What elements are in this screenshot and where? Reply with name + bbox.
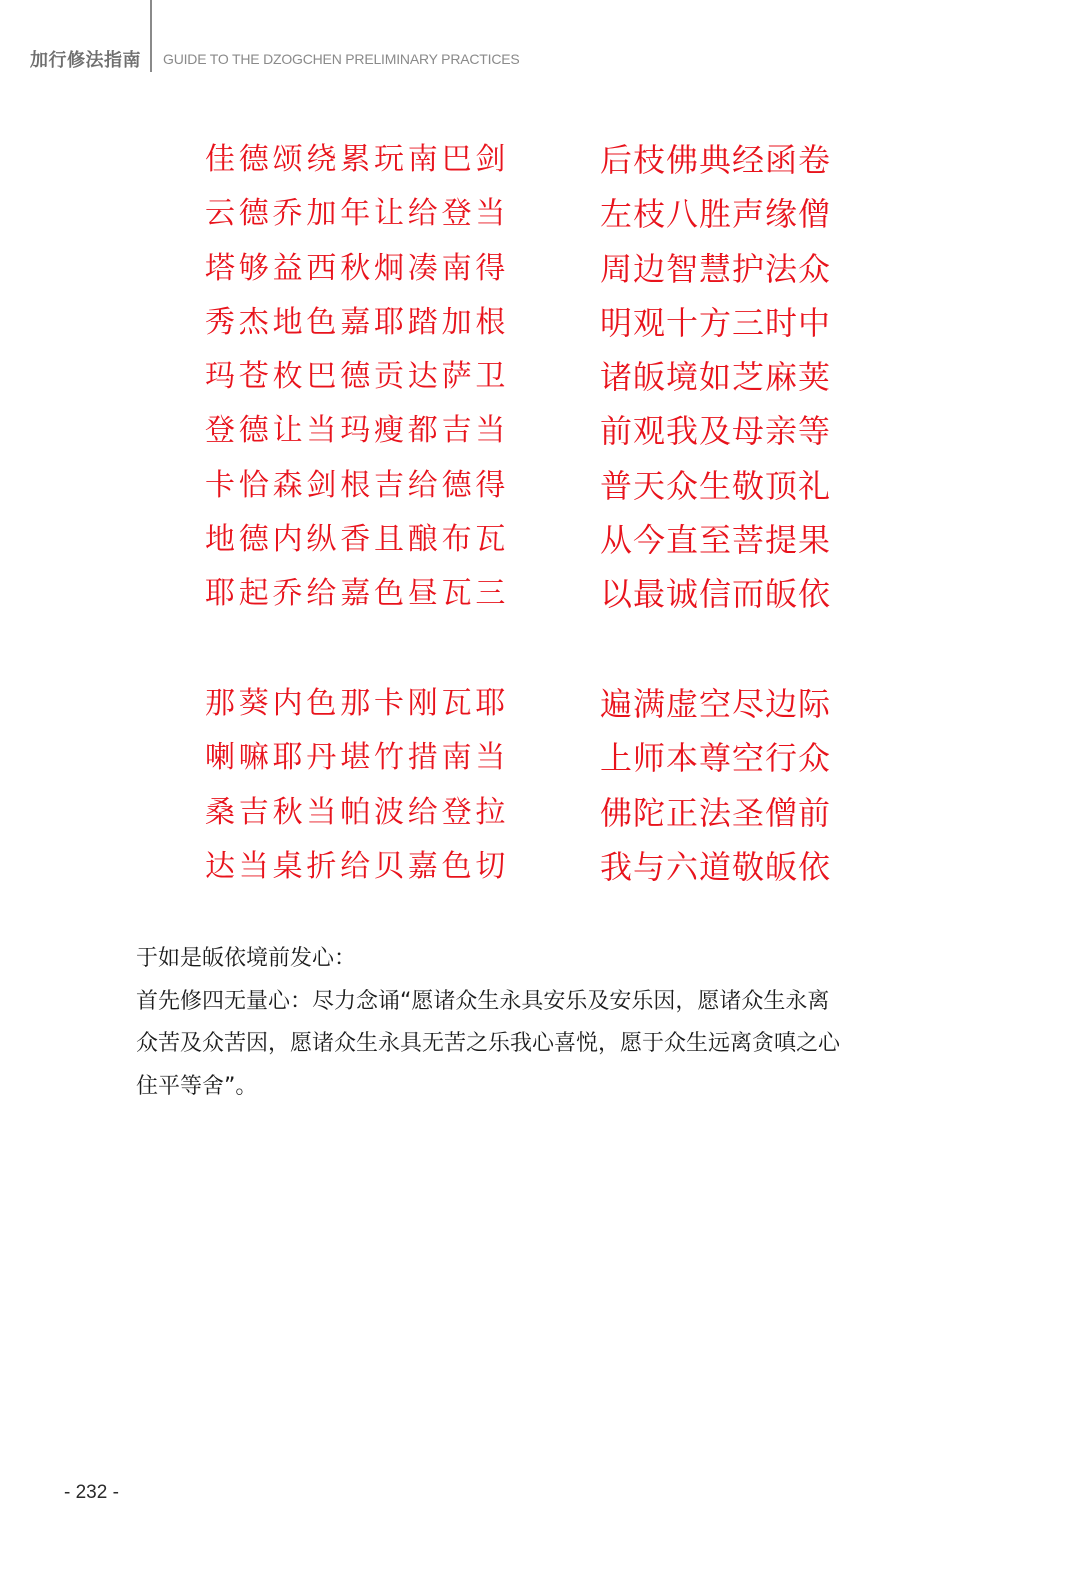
body-line: 首先修四无量心：尽力念诵“愿诸众生永具安乐及安乐因，愿诸众生永离 [136,988,830,1014]
verse-transliteration: 秀杰地色嘉耶踏加根 [205,304,510,340]
page-number: - 232 - [64,1482,119,1503]
verse-line [205,411,845,465]
running-header [0,0,1080,80]
verse-translation: 佛陀正法圣僧前 [600,793,832,832]
verse-line [205,466,845,520]
verse-translation: 周边智慧护法众 [600,249,832,288]
verse-transliteration: 佳德颂绕累玩南巴剑 [205,142,510,177]
verse-translation: 左枝八胜声缘僧 [600,195,832,234]
verse-transliteration: 桑吉秋当帕波给登拉 [205,794,510,830]
verse-transliteration: 玛苍枚巴德贡达萨卫 [205,359,510,395]
verse-translation: 诸皈境如芝麻荚 [600,358,832,397]
verse-transliteration: 达当桌折给贝嘉色切 [205,848,510,884]
verse-translation: 前观我及母亲等 [600,412,832,451]
verse-line [205,574,845,628]
verse-transliteration: 那葵内色那卡刚瓦耶 [205,686,510,721]
verse-line [205,793,845,847]
verse-translation: 我与六道敬皈依 [600,847,832,886]
header-title-english: GUIDE TO THE DZOGCHEN PRELIMINARY PRACTICES [163,51,520,67]
verse-block-2 [205,684,845,901]
verse-translation: 遍满虚空尽边际 [600,685,832,723]
verse-transliteration: 卡恰森剑根吉给德得 [205,467,510,503]
verse-line [205,738,845,792]
body-line: 于如是皈依境前发心： [136,946,357,971]
verse-transliteration: 塔够益西秋炯凑南得 [205,250,510,286]
verse-line [205,249,845,303]
verse-transliteration: 地德内纵香且酿布瓦 [205,522,510,558]
verse-translation: 明观十方三时中 [600,303,832,342]
verse-line [205,140,845,194]
body-line: 住平等舍”。 [136,1073,258,1099]
verse-line [205,194,845,248]
verse-translation: 以最诚信而皈依 [600,575,832,614]
header-divider [150,0,152,72]
verse-line [205,520,845,574]
verse-translation: 普天众生敬顶礼 [600,466,832,505]
verse-line [205,303,845,357]
verse-transliteration: 喇嘛耶丹堪竹措南当 [205,740,510,776]
header-title-chinese: 加行修法指南 [30,50,141,71]
verse-transliteration: 云德乔加年让给登当 [205,196,510,232]
verse-transliteration: 登德让当玛瘦都吉当 [205,413,510,449]
verse-translation: 上师本尊空行众 [600,739,832,778]
verse-line [205,684,845,738]
verse-transliteration: 耶起乔给嘉色昼瓦三 [205,576,510,612]
body-paragraph [136,938,936,1108]
verse-block-1 [205,140,845,629]
body-line: 众苦及众苦因，愿诸众生永具无苦之乐我心喜悦，愿于众生远离贪嗔之心 [136,1031,841,1056]
verse-translation: 后枝佛典经函卷 [600,141,832,179]
verse-line [205,847,845,901]
verse-line [205,357,845,411]
verse-translation: 从今直至菩提果 [600,521,832,560]
